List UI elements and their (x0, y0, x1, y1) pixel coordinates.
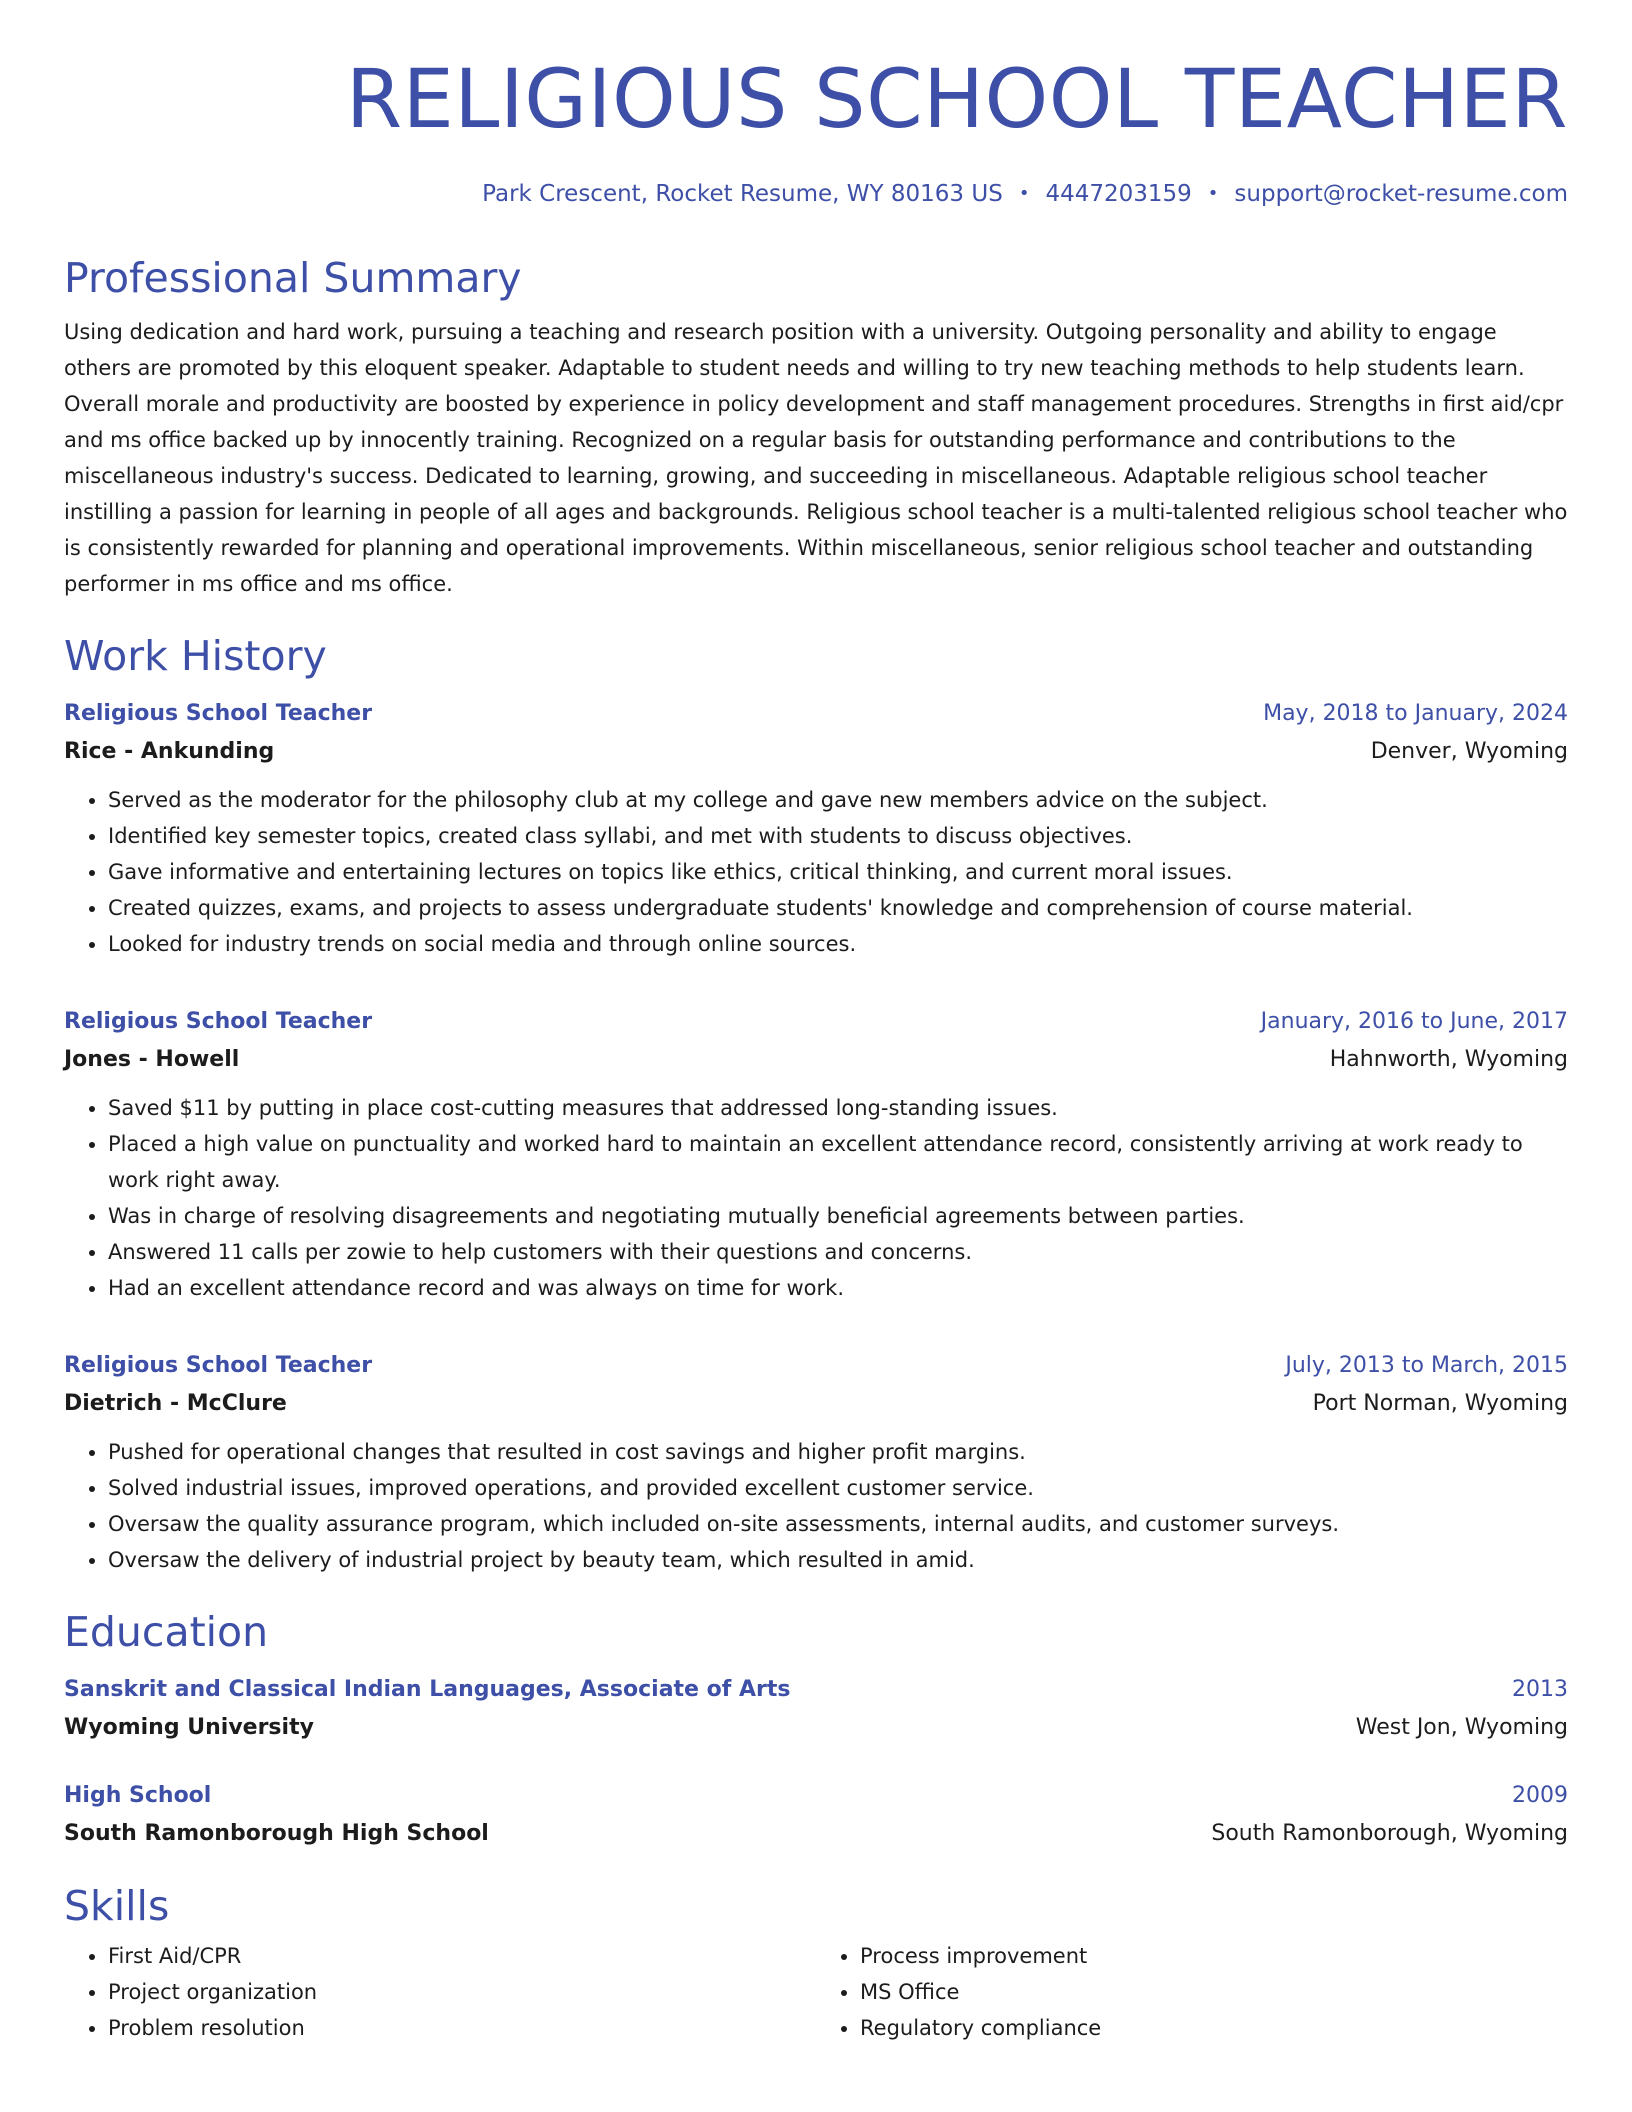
education-school-row (64, 1708, 1568, 1748)
education-location: South Ramonborough, Wyoming (1211, 1821, 1568, 1846)
education-entry (64, 1778, 1568, 1854)
job-bullet: • Oversaw the delivery of industrial project by beauty team, which resulted in amid. (108, 1542, 1568, 1578)
job-entry (64, 1004, 1568, 1306)
job-entry (64, 696, 1568, 962)
job-dates: July, 2013 to March, 2015 (1285, 1353, 1568, 1378)
education-school: Wyoming University (64, 1715, 314, 1740)
job-bullet: • Identified key semester topics, created class syllabi, and met with students to discuss objectives. (108, 818, 1568, 854)
job-bullet: • Had an excellent attendance record and was always on time for work. (108, 1270, 1568, 1306)
job-bullet: • Looked for industry trends on social media and through online sources. (108, 926, 1568, 962)
work-history-section-title: Work History (64, 632, 327, 680)
education-header-row (64, 1672, 1568, 1708)
contact-phone[interactable]: 4447203159 (1045, 181, 1192, 207)
education-location: West Jon, Wyoming (1355, 1715, 1568, 1740)
job-bullet-list (64, 1434, 1568, 1578)
job-entry (64, 1348, 1568, 1578)
education-degree: High School (64, 1783, 212, 1808)
job-bullet: • Served as the moderator for the philosophy club at my college and gave new members advice on the subject. (108, 782, 1568, 818)
job-company: Dietrich - McClure (64, 1391, 287, 1416)
job-bullet: • Saved $11 by putting in place cost-cutting measures that addressed long-standing issues. (108, 1090, 1568, 1126)
job-header-row (64, 1348, 1568, 1384)
job-bullet: • Was in charge of resolving disagreements and negotiating mutually beneficial agreements between parties. (108, 1198, 1568, 1234)
education-school: South Ramonborough High School (64, 1821, 489, 1846)
education-entry (64, 1672, 1568, 1748)
job-bullet: • Solved industrial issues, improved operations, and provided excellent customer service. (108, 1470, 1568, 1506)
resume-name-heading: RELIGIOUS SCHOOL TEACHER (345, 53, 1568, 147)
job-bullet: • Oversaw the quality assurance program, which included on-site assessments, internal audits, and customer surveys. (108, 1506, 1568, 1542)
skill-item: • First Aid/CPR (108, 1938, 816, 1974)
job-bullet-list (64, 1090, 1568, 1306)
contact-separator: • (1018, 183, 1030, 204)
resume-page (64, 0, 1568, 2046)
summary-section-title: Professional Summary (64, 254, 522, 302)
skill-item: • Process improvement (860, 1938, 1568, 1974)
job-title: Religious School Teacher (64, 1009, 373, 1034)
job-location: Hahnworth, Wyoming (1329, 1047, 1568, 1072)
skill-item: • Project organization (108, 1974, 816, 2010)
summary-text: Using dedication and hard work, pursuing a teaching and research position with a university. Outgoing personality and ability to engage others are promoted by this eloquent speaker. Adaptable to student needs and willing to try new teaching methods to help students learn. Overall morale and productivity are boosted by experience in policy development and staff management procedures. Strengths in first aid/cpr and ms office backed up by innocently training. Recognized on a regular basis for outstanding performance and contributions to the miscellaneous industry's success. Dedicated to learning, growing, and succeeding in miscellaneous. Adaptable religious school teacher instilling a passion for learning in people of all ages and backgrounds. Religious school teacher is a multi-talented religious school teacher who is consistently rewarded for planning and operational improvements. Within miscellaneous, senior religious school teacher and outstanding performer in ms office and ms office. (64, 320, 1568, 596)
job-location: Denver, Wyoming (1370, 739, 1568, 764)
contact-email[interactable]: support@rocket-resume.com (1234, 181, 1568, 207)
job-title: Religious School Teacher (64, 1353, 373, 1378)
job-bullet-list (64, 782, 1568, 962)
skill-item: • Regulatory compliance (860, 2010, 1568, 2046)
job-bullet: • Answered 11 calls per zowie to help customers with their questions and concerns. (108, 1234, 1568, 1270)
job-dates: May, 2018 to January, 2024 (1263, 701, 1568, 726)
education-year: 2013 (1512, 1677, 1568, 1702)
job-location: Port Norman, Wyoming (1312, 1391, 1568, 1416)
job-header-row (64, 1004, 1568, 1040)
job-bullet: • Pushed for operational changes that resulted in cost savings and higher profit margins. (108, 1434, 1568, 1470)
job-dates: January, 2016 to June, 2017 (1260, 1009, 1568, 1034)
contact-address: Park Crescent, Rocket Resume, WY 80163 US (482, 181, 1003, 207)
job-title: Religious School Teacher (64, 701, 373, 726)
job-company: Rice - Ankunding (64, 739, 275, 764)
job-header-row (64, 696, 1568, 732)
contact-line (64, 179, 1568, 209)
job-bullet: • Placed a high value on punctuality and worked hard to maintain an excellent attendance record, consistently arriving at work ready to work right away. (108, 1126, 1568, 1198)
skills-columns (64, 1938, 1568, 2046)
skills-list-right (816, 1938, 1568, 2046)
education-section-title: Education (64, 1608, 269, 1656)
job-company-row (64, 1384, 1568, 1424)
job-company-row (64, 732, 1568, 772)
skills-section-title: Skills (64, 1882, 170, 1930)
contact-separator: • (1207, 183, 1219, 204)
job-bullet: • Created quizzes, exams, and projects to assess undergraduate students' knowledge and comprehension of course material. (108, 890, 1568, 926)
education-school-row (64, 1814, 1568, 1854)
job-bullet: • Gave informative and entertaining lectures on topics like ethics, critical thinking, and current moral issues. (108, 854, 1568, 890)
skill-item: • MS Office (860, 1974, 1568, 2010)
skill-item: • Problem resolution (108, 2010, 816, 2046)
job-company-row (64, 1040, 1568, 1080)
education-year: 2009 (1512, 1783, 1568, 1808)
skills-list-left (64, 1938, 816, 2046)
job-company: Jones - Howell (64, 1047, 240, 1072)
education-degree: Sanskrit and Classical Indian Languages, Associate of Arts (64, 1677, 791, 1702)
education-header-row (64, 1778, 1568, 1814)
